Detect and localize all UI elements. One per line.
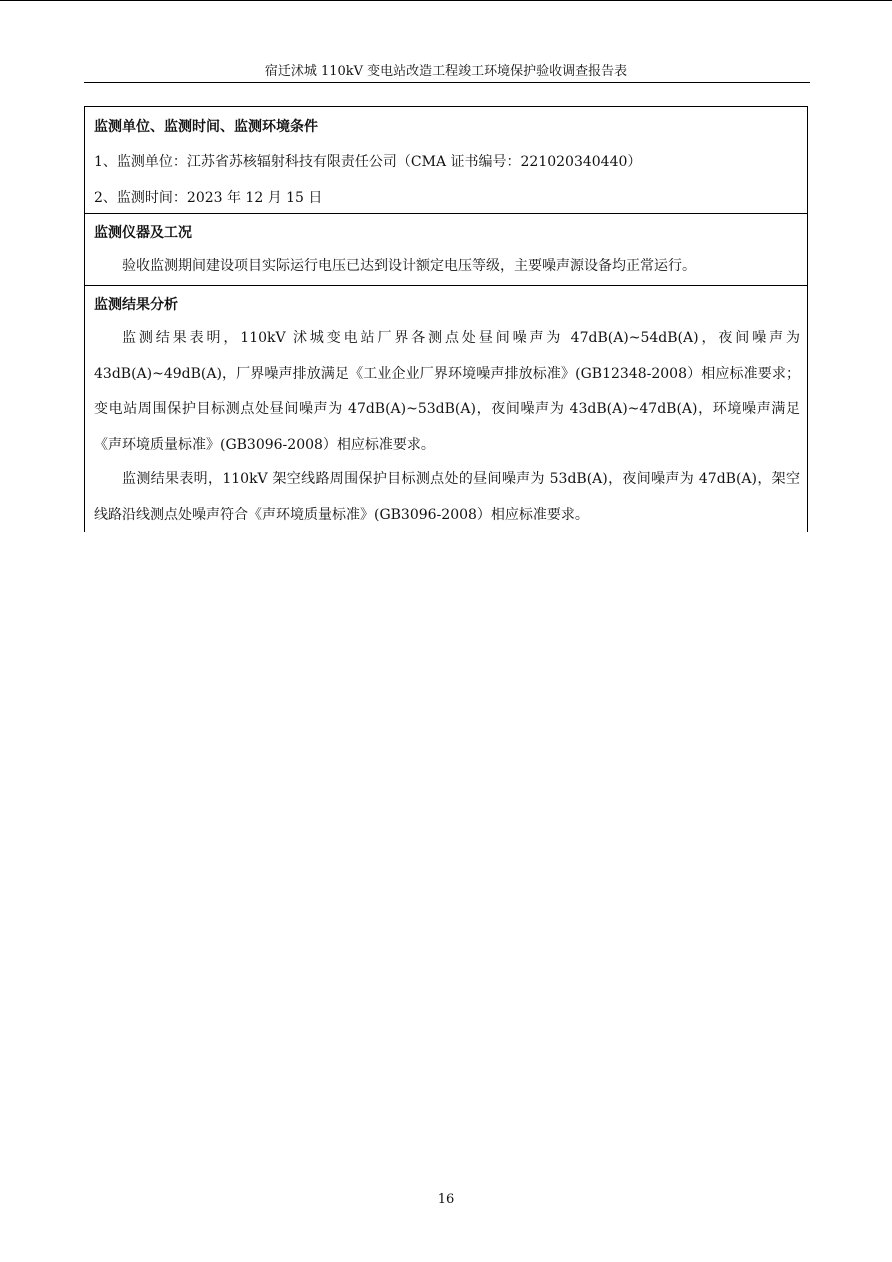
section-heading-monitoring-unit: 监测单位、监测时间、监测环境条件 [94,119,318,135]
results-paragraph-overhead-line: 监测结果表明，110kV 架空线路周围保护目标测点处的昼间噪声为 53dB(A)，夜间噪声为 47dB(A)，架空线路沿线测点处噪声符合《声环境质量标准》(GB3096-2008）相应标准要求。 [94,471,800,523]
monitoring-time-line: 2、监测时间：2023 年 12 月 15 日 [94,190,323,206]
section-heading-instruments: 监测仪器及工况 [94,225,192,241]
section-instruments [85,213,807,285]
section-heading-results: 监测结果分析 [94,297,178,313]
results-paragraph-substation: 监测结果表明，110kV 沭城变电站厂界各测点处昼间噪声为 47dB(A)~54dB(A)，夜间噪声为 43dB(A)~49dB(A)，厂界噪声排放满足《工业企业厂界环境噪声排放标准》(GB12348-2008）相应标准要求；变电站周围保护目标测点处昼间噪声为 47dB(A)~53dB(A)，夜间噪声为 43dB(A)~47dB(A)，环境噪声满足《声环境质量标准》(GB3096-2008）相应标准要求。 [94,330,800,453]
report-table [84,106,808,532]
page-top-border [0,0,892,1]
instruments-paragraph: 验收监测期间建设项目实际运行电压已达到设计额定电压等级，主要噪声源设备均正常运行。 [122,258,696,274]
page-number: 16 [437,1192,455,1207]
page-header-title: 宿迁沭城 110kV 变电站改造工程竣工环境保护验收调查报告表 [264,64,628,79]
section-results [85,285,807,533]
header-divider [84,82,810,83]
section-monitoring-unit [85,107,807,213]
monitoring-unit-line: 1、监测单位：江苏省苏核辐射科技有限责任公司（CMA 证书编号：221020340440） [94,154,642,170]
